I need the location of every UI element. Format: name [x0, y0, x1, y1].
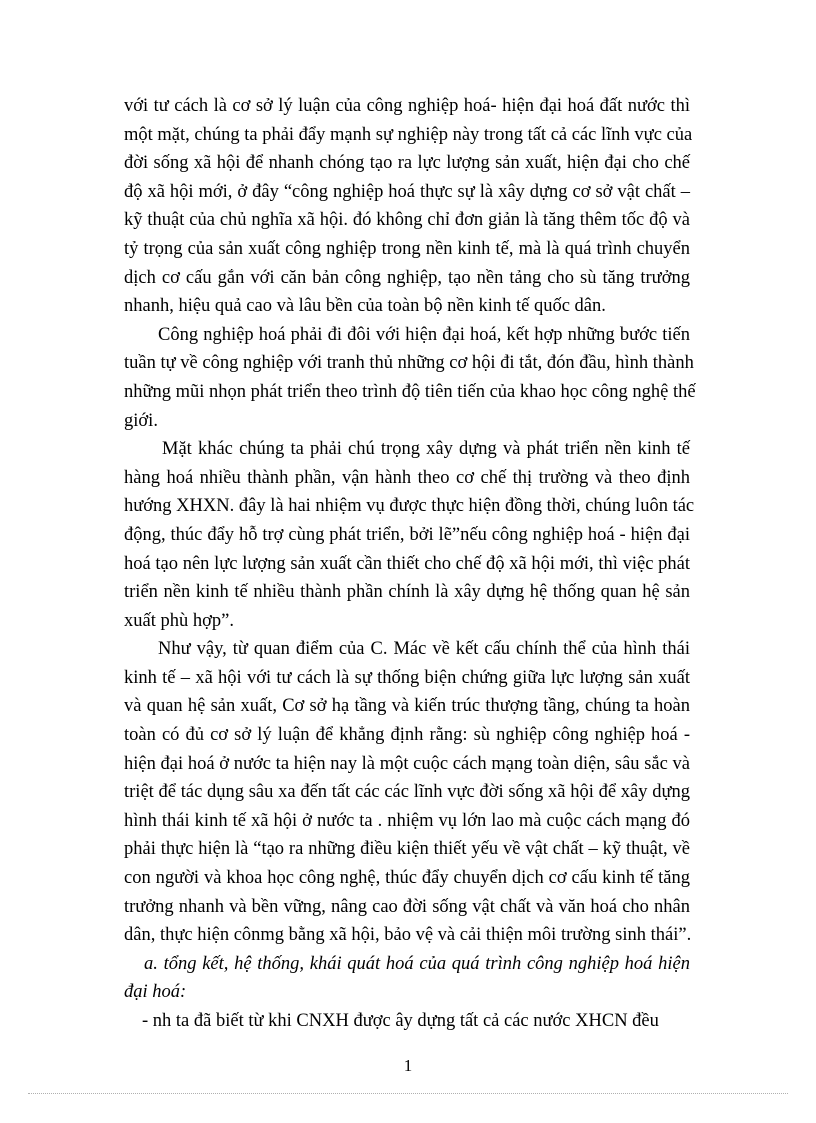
footer-divider: [28, 1093, 788, 1094]
paragraph: [124, 435, 695, 635]
text-line: tỷ trọng của sản xuất công nghiệp trong nền kinh tế, mà là quá trình chuyển: [124, 238, 690, 259]
section-heading: [124, 950, 690, 1007]
text-line: trưởng nhanh và bền vững, nâng cao đời sống vật chất và văn hoá cho nhân: [124, 896, 690, 917]
text-line: tuần tự về công nghiệp với tranh thủ những cơ hội đi tắt, đón đầu, hình thành: [124, 353, 694, 374]
text-line: dịch cơ cấu gắn với căn bản công nghiệp, tạo nền tảng cho sù tăng trưởng: [124, 267, 690, 288]
text-line: với tư cách là cơ sở lý luận của công nghiệp hoá- hiện đại hoá đất nước thì: [124, 96, 690, 116]
text-line: Như vậy, từ quan điểm của C. Mác về kết cấu chính thể của hình thái: [158, 639, 690, 660]
text-line: đời sống xã hội để nhanh chóng tạo ra lực lượng sản xuất, hiện đại cho chế: [124, 153, 690, 174]
text-line: kỹ thuật của chủ nghĩa xã hội. đó không chỉ đơn giản là tăng thêm tốc độ và: [124, 210, 690, 231]
text-line: - nh ta đã biết từ khi CNXH được ây dựng tất cả các nước XHCN đều: [142, 1011, 659, 1031]
text-line: Công nghiệp hoá phải đi đôi với hiện đại hoá, kết hợp những bước tiến: [158, 324, 690, 345]
text-line: hình thái kinh tế xã hội ở nước ta . nhiệm vụ lớn lao mà cuộc cách mạng đó: [124, 810, 690, 831]
text-line: độ xã hội mới, ở đây “công nghiệp hoá thực sự là xây dựng cơ sở vật chất –: [124, 181, 690, 202]
text-line: hàng hoá nhiều thành phần, vận hành theo cơ chế thị trường và theo định: [124, 467, 690, 488]
text-line: xuất phù hợp”.: [124, 610, 234, 631]
text-line: động, thúc đẩy hỗ trợ cùng phát triển, bởi lẽ”nếu công nghiệp hoá - hiện đại: [124, 524, 690, 545]
text-line: hiện đại hoá ở nước ta hiện nay là một cuộc cách mạng toàn diện, sâu sắc và: [124, 753, 690, 774]
text-line: a. tổng kết, hệ thống, khái quát hoá của quá trình công nghiệp hoá hiện: [144, 953, 690, 974]
text-line: toàn có đủ cơ sở lý luận để khẳng định rằng: sù nghiệp công nghiệp hoá -: [124, 725, 690, 746]
text-line: con người và khoa học công nghệ, thúc đẩy chuyển dịch cơ cấu kinh tế tăng: [124, 868, 690, 889]
paragraph: [124, 92, 693, 321]
text-line: dân, thực hiện cônmg bằng xã hội, bảo vệ và cải thiện môi trường sinh thái”.: [124, 925, 692, 946]
text-line: đại hoá:: [124, 982, 187, 1003]
document-body: [124, 92, 696, 1036]
paragraph: [124, 321, 696, 435]
text-line: phải thực hiện là “tạo ra những điều kiện thiết yếu về vật chất – kỹ thuật, về: [124, 839, 690, 860]
text-line: triệt để tác dụng sâu xa đến tất các các lĩnh vực đời sống xã hội để xây dựng: [124, 782, 690, 803]
text-line: hướng XHXN. đây là hai nhiệm vụ được thực hiện đồng thời, chúng luôn tác: [124, 496, 695, 517]
text-line: hoá tạo nên lực lượng sản xuất cần thiết cho chế độ xã hội mới, thì việc phát: [124, 553, 690, 574]
paragraph: [124, 635, 690, 950]
text-line: một mặt, chúng ta phải đẩy mạnh sự nghiệp này trong tất cả các lĩnh vực của: [124, 124, 693, 145]
text-line: những mũi nhọn phát triển theo trình độ tiên tiến của khao học công nghệ thế: [124, 381, 696, 402]
text-line: giới.: [124, 410, 158, 431]
text-line: và quan hệ sản xuất, Cơ sở hạ tầng và kiến trúc thượng tầng, chúng ta hoàn: [124, 696, 690, 717]
text-line: triển nền kinh tế nhiều thành phần chính là xây dựng hệ thống quan hệ sản: [124, 582, 690, 603]
text-line: Mặt khác chúng ta phải chú trọng xây dựng và phát triển nền kinh tế: [162, 439, 690, 460]
list-item: [124, 1007, 690, 1036]
page-number: 1: [403, 1056, 413, 1075]
text-line: nhanh, hiệu quả cao và lâu bền của toàn bộ nền kinh tế quốc dân.: [124, 296, 606, 317]
text-line: kinh tế – xã hội với tư cách là sự thống biện chứng giữa lực lượng sản xuất: [124, 667, 690, 688]
